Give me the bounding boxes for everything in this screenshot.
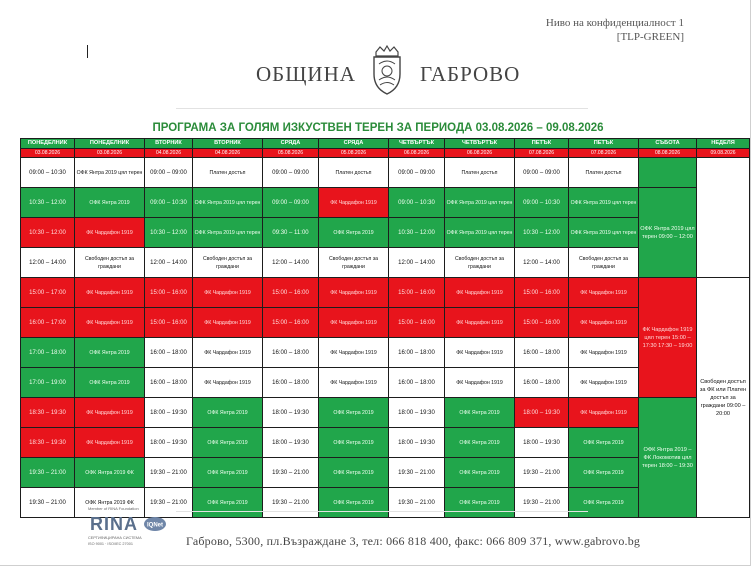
time-slot-cell: 15:00 – 16:00 <box>263 308 319 338</box>
activity-cell: ФК Чардафон 1919 <box>319 278 389 308</box>
activity-cell: ФК Чардафон 1919 <box>319 308 389 338</box>
time-slot-cell: 19:30 – 21:00 <box>263 458 319 488</box>
saturday-block-morning: ОФК Янтра 2019 цял терен 09:00 – 12:00 <box>639 188 697 278</box>
tlp-label: [TLP-GREEN] <box>616 31 684 43</box>
time-slot-cell: 09:00 – 10:30 <box>145 188 193 218</box>
time-slot-cell: 10:30 – 12:00 <box>389 218 445 248</box>
activity-cell: ФК Чардафон 1919 <box>193 278 263 308</box>
rina-subtitle: СЕРТИФИЦИРАНА СИСТЕМА <box>88 536 142 540</box>
sunday-block: Свободен достъп за ФК или Платен достъп за граждани 09:00 – 20:00 <box>697 278 750 518</box>
time-slot-cell: 15:00 – 16:00 <box>145 278 193 308</box>
time-slot-cell: 18:00 – 19:30 <box>515 398 569 428</box>
activity-cell: ОФК Янтра 2019 <box>193 398 263 428</box>
activity-cell: ФК Чардафон 1919 <box>193 368 263 398</box>
schedule-row <box>21 278 750 308</box>
time-slot-cell: 18:00 – 19:30 <box>389 398 445 428</box>
activity-cell: Платен достъп <box>319 158 389 188</box>
activity-cell: ОФК Янтра 2019 цял терен <box>193 188 263 218</box>
activity-cell: ФК Чардафон 1919 <box>569 308 639 338</box>
activity-cell: ФК Чардафон 1919 <box>569 398 639 428</box>
time-slot-cell: 17:00 – 18:00 <box>21 338 75 368</box>
activity-cell: ОФК Янтра 2019 <box>445 488 515 518</box>
time-slot-cell: 19:30 – 21:00 <box>389 488 445 518</box>
time-slot-cell: 18:30 – 19:30 <box>21 398 75 428</box>
municipality-right: ГАБРОВО <box>420 62 521 86</box>
rina-logo: RINA <box>90 514 138 534</box>
time-slot-cell: 12:00 – 14:00 <box>21 248 75 278</box>
activity-cell: ОФК Янтра 2019 ФК <box>75 488 145 518</box>
time-slot-cell: 18:00 – 19:30 <box>145 428 193 458</box>
day-header: СРЯДА <box>319 139 389 149</box>
schedule-title: ПРОГРАМА ЗА ГОЛЯМ ИЗКУСТВЕН ТЕРЕН ЗА ПЕРИОДА 03.08.2026 – 09.08.2026 <box>152 122 604 134</box>
activity-cell: ОФК Янтра 2019 <box>193 458 263 488</box>
activity-cell: ФК Чардафон 1919 <box>319 368 389 398</box>
date-header: 05.08.2026 <box>263 149 319 158</box>
activity-cell: ФК Чардафон 1919 <box>193 338 263 368</box>
time-slot-cell: 09:00 – 09:00 <box>389 158 445 188</box>
day-header: СРЯДА <box>263 139 319 149</box>
day-header: ПОНЕДЕЛНИК <box>21 139 75 149</box>
date-header: 07.08.2026 <box>569 149 639 158</box>
header-rule <box>176 108 588 109</box>
activity-cell: Свободен достъп за граждани <box>193 248 263 278</box>
activity-cell: ФК Чардафон 1919 <box>319 188 389 218</box>
time-slot-cell: 16:00 – 18:00 <box>389 338 445 368</box>
schedule-row <box>21 158 750 188</box>
date-header: 04.08.2026 <box>193 149 263 158</box>
time-slot-cell: 09:00 – 09:00 <box>263 158 319 188</box>
activity-cell: ФК Чардафон 1919 <box>445 338 515 368</box>
time-slot-cell: 17:00 – 19:00 <box>21 368 75 398</box>
activity-cell: ОФК Янтра 2019 цял терен <box>445 188 515 218</box>
activity-cell: ФК Чардафон 1919 <box>75 428 145 458</box>
time-slot-cell: 09:30 – 11:00 <box>263 218 319 248</box>
date-header: 03.08.2026 <box>75 149 145 158</box>
time-slot-cell: 10:30 – 12:00 <box>21 218 75 248</box>
day-header: ПЕТЪК <box>515 139 569 149</box>
activity-cell: Свободен достъп за граждани <box>445 248 515 278</box>
letterhead <box>0 50 756 98</box>
activity-cell: ОФК Янтра 2019 <box>75 338 145 368</box>
time-slot-cell: 15:00 – 16:00 <box>389 278 445 308</box>
date-header: 05.08.2026 <box>319 149 389 158</box>
rina-membership: Member of RINA Foundation <box>88 506 139 511</box>
activity-cell: Платен достъп <box>569 158 639 188</box>
activity-cell: ОФК Янтра 2019 <box>193 488 263 518</box>
time-slot-cell: 09:00 – 09:00 <box>515 158 569 188</box>
activity-cell: ФК Чардафон 1919 <box>319 338 389 368</box>
time-slot-cell: 09:00 – 09:00 <box>263 188 319 218</box>
rina-standards: ISO 9001 · ISO/IEC 27001 <box>88 542 133 546</box>
time-slot-cell: 18:30 – 19:30 <box>21 428 75 458</box>
activity-cell: ОФК Янтра 2019 <box>319 398 389 428</box>
activity-cell: ОФК Янтра 2019 <box>445 398 515 428</box>
time-slot-cell: 18:00 – 19:30 <box>145 398 193 428</box>
time-slot-cell: 12:00 – 14:00 <box>145 248 193 278</box>
time-slot-cell: 18:00 – 19:30 <box>515 428 569 458</box>
activity-cell: ФК Чардафон 1919 <box>75 218 145 248</box>
activity-cell: ОФК Янтра 2019 <box>569 458 639 488</box>
activity-cell: ФК Чардафон 1919 <box>569 338 639 368</box>
activity-cell: ОФК Янтра 2019 цял терен <box>569 218 639 248</box>
time-slot-cell: 10:30 – 12:00 <box>515 218 569 248</box>
activity-cell: ФК Чардафон 1919 <box>193 308 263 338</box>
day-header: ЧЕТВЪРТЪК <box>389 139 445 149</box>
day-header: СЪБОТА <box>639 139 697 149</box>
time-slot-cell: 16:00 – 17:00 <box>21 308 75 338</box>
date-header: 06.08.2026 <box>389 149 445 158</box>
activity-cell: ФК Чардафон 1919 <box>75 278 145 308</box>
footer-rule <box>176 511 588 512</box>
time-slot-cell: 19:30 – 21:00 <box>21 458 75 488</box>
time-slot-cell: 16:00 – 18:00 <box>145 338 193 368</box>
activity-cell: Свободен достъп за граждани <box>319 248 389 278</box>
footer-address: Габрово, 5300, пл.Възраждане 3, тел: 066 818 400, факс: 066 809 371, www.gabrovo.bg <box>186 534 641 548</box>
time-slot-cell: 16:00 – 18:00 <box>515 338 569 368</box>
date-header: 03.08.2026 <box>21 149 75 158</box>
confidentiality-level: Ниво на конфиденциалност 1 <box>545 17 684 29</box>
time-slot-cell: 15:00 – 16:00 <box>515 278 569 308</box>
activity-cell: ОФК Янтра 2019 цял терен <box>193 218 263 248</box>
time-slot-cell: 19:30 – 21:00 <box>389 458 445 488</box>
sunday-empty-cell <box>697 158 750 278</box>
schedule-row <box>21 188 750 218</box>
time-slot-cell: 15:00 – 17:00 <box>21 278 75 308</box>
activity-cell: ОФК Янтра 2019 ФК <box>75 458 145 488</box>
time-slot-cell: 15:00 – 16:00 <box>145 308 193 338</box>
activity-cell: ФК Чардафон 1919 <box>569 278 639 308</box>
day-header: ПЕТЪК <box>569 139 639 149</box>
time-slot-cell: 12:00 – 14:00 <box>389 248 445 278</box>
activity-cell: ОФК Янтра 2019 <box>569 488 639 518</box>
activity-cell: ОФК Янтра 2019 <box>319 488 389 518</box>
gabrovo-crest-icon <box>370 44 404 96</box>
date-header: 08.08.2026 <box>639 149 697 158</box>
time-slot-cell: 09:00 – 10:30 <box>389 188 445 218</box>
time-slot-cell: 16:00 – 18:00 <box>389 368 445 398</box>
activity-cell: Платен достъп <box>445 158 515 188</box>
saturday-empty-cell <box>639 158 697 188</box>
activity-cell: ОФК Янтра 2019 <box>319 218 389 248</box>
time-slot-cell: 16:00 – 18:00 <box>263 368 319 398</box>
iqnet-logo-icon <box>143 516 167 532</box>
activity-cell: ОФК Янтра 2019 <box>75 368 145 398</box>
time-slot-cell: 15:00 – 16:00 <box>263 278 319 308</box>
activity-cell: ОФК Янтра 2019 <box>193 428 263 458</box>
activity-cell: ОФК Янтра 2019 <box>319 428 389 458</box>
time-slot-cell: 19:30 – 21:00 <box>263 488 319 518</box>
time-slot-cell: 19:30 – 21:00 <box>515 458 569 488</box>
time-slot-cell: 09:00 – 10:30 <box>515 188 569 218</box>
time-slot-cell: 19:30 – 21:00 <box>21 488 75 518</box>
schedule-row <box>21 398 750 428</box>
activity-cell: ФК Чардафон 1919 <box>569 368 639 398</box>
date-header: 09.08.2026 <box>697 149 750 158</box>
time-slot-cell: 09:00 – 10:30 <box>21 158 75 188</box>
activity-cell: Свободен достъп за граждани <box>569 248 639 278</box>
time-slot-cell: 18:00 – 19:30 <box>389 428 445 458</box>
time-slot-cell: 19:30 – 21:00 <box>145 488 193 518</box>
activity-cell: ФК Чардафон 1919 <box>75 308 145 338</box>
time-slot-cell: 19:30 – 21:00 <box>145 458 193 488</box>
time-slot-cell: 18:00 – 19:30 <box>263 398 319 428</box>
date-header: 06.08.2026 <box>445 149 515 158</box>
activity-cell: ОФК Янтра 2019 <box>319 458 389 488</box>
iqnet-label: IQNet <box>146 522 164 529</box>
time-slot-cell: 12:00 – 14:00 <box>263 248 319 278</box>
day-header: ВТОРНИК <box>145 139 193 149</box>
activity-cell: ОФК Янтра 2019 цял терен <box>569 188 639 218</box>
time-slot-cell: 12:00 – 14:00 <box>515 248 569 278</box>
day-header: ВТОРНИК <box>193 139 263 149</box>
activity-cell: Платен достъп <box>193 158 263 188</box>
schedule-table <box>20 138 750 518</box>
day-header: НЕДЕЛЯ <box>697 139 750 149</box>
saturday-block-evening: ОФК Янтра 2019 – ФК Локомотив цял терен 18:00 – 19:30 <box>639 398 697 518</box>
time-slot-cell: 10:30 – 12:00 <box>145 218 193 248</box>
confidentiality-block <box>546 16 684 44</box>
activity-cell: ОФК Янтра 2019 цял терен <box>75 158 145 188</box>
time-slot-cell: 09:00 – 09:00 <box>145 158 193 188</box>
time-slot-cell: 15:00 – 16:00 <box>515 308 569 338</box>
activity-cell: ОФК Янтра 2019 <box>75 188 145 218</box>
municipality-left: ОБЩИНА <box>256 62 356 86</box>
date-header: 04.08.2026 <box>145 149 193 158</box>
activity-cell: ФК Чардафон 1919 <box>75 398 145 428</box>
activity-cell: ФК Чардафон 1919 <box>445 368 515 398</box>
time-slot-cell: 18:00 – 19:30 <box>263 428 319 458</box>
time-slot-cell: 16:00 – 18:00 <box>515 368 569 398</box>
time-slot-cell: 16:00 – 18:00 <box>145 368 193 398</box>
day-header: ПОНЕДЕЛНИК <box>75 139 145 149</box>
activity-cell: ОФК Янтра 2019 <box>445 458 515 488</box>
day-header: ЧЕТВЪРТЪК <box>445 139 515 149</box>
time-slot-cell: 16:00 – 18:00 <box>263 338 319 368</box>
time-slot-cell: 15:00 – 16:00 <box>389 308 445 338</box>
activity-cell: ФК Чардафон 1919 <box>445 308 515 338</box>
activity-cell: ФК Чардафон 1919 <box>445 278 515 308</box>
activity-cell: ОФК Янтра 2019 <box>445 428 515 458</box>
time-slot-cell: 19:30 – 21:00 <box>515 488 569 518</box>
activity-cell: Свободен достъп за граждани <box>75 248 145 278</box>
activity-cell: ОФК Янтра 2019 <box>569 428 639 458</box>
date-header: 07.08.2026 <box>515 149 569 158</box>
saturday-block-afternoon: ФК Чардафон 1919 цял терен 15:00 – 17:30 17:30 – 19:00 <box>639 278 697 398</box>
activity-cell: ОФК Янтра 2019 цял терен <box>445 218 515 248</box>
time-slot-cell: 10:30 – 12:00 <box>21 188 75 218</box>
